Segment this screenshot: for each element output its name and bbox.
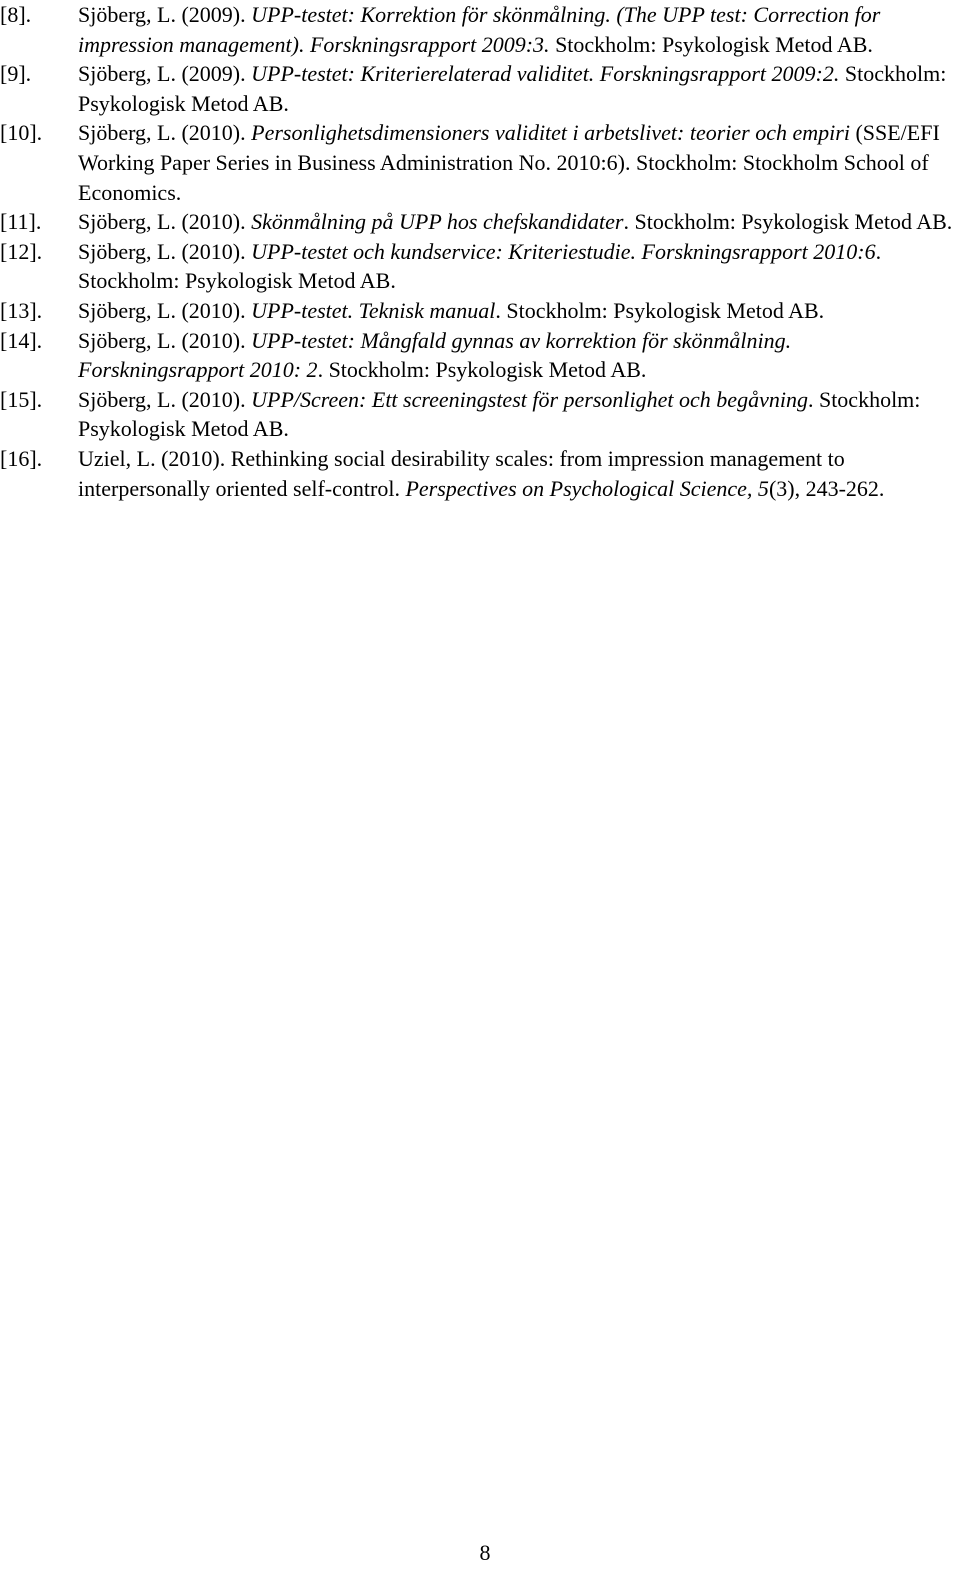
reference-publisher: (SSE/EFI Working Paper Series in Business Administration No. 2010:6). Stockholm: Stockholm School of Economics. (78, 120, 940, 205)
reference-number: [9]. (0, 61, 32, 87)
reference-item (0, 118, 958, 207)
reference-author-year: Uziel, L. (2010). Rethinking social desirability scales: from impression management to interpersonally oriented self-control. (78, 445, 845, 501)
reference-title: UPP/Screen: Ett screeningstest för personlighet och begåvning (251, 386, 808, 412)
reference-title: Personlighetsdimensioners validitet i arbetslivet: teorier och empiri (251, 120, 850, 146)
reference-number: [14]. (0, 327, 43, 353)
reference-author-year: Sjöberg, L. (2010). (78, 327, 252, 353)
reference-author-year: Sjöberg, L. (2009). (78, 2, 252, 27)
reference-item (0, 326, 958, 385)
reference-item (0, 237, 958, 296)
reference-number: [11]. (0, 209, 42, 235)
reference-item (0, 444, 958, 503)
reference-publisher: . Stockholm: Psykologisk Metod AB. (317, 357, 647, 383)
reference-author-year: Sjöberg, L. (2010). (78, 209, 252, 235)
reference-author-year: Sjöberg, L. (2010). (78, 386, 252, 412)
reference-author-year: Sjöberg, L. (2009). (78, 61, 252, 87)
reference-title: UPP-testet: Korrektion för skönmålning. (The UPP test: Correction for impression management). Forskningsrapport 2009:3. (78, 2, 881, 57)
reference-title: UPP-testet: Kriterierelaterad validitet. Forskningsrapport 2009:2. (251, 61, 840, 87)
reference-author-year: Sjöberg, L. (2010). (78, 238, 252, 264)
reference-title: UPP-testet: Mångfald gynnas av korrektion för skönmålning. Forskningsrapport 2010: 2 (78, 327, 792, 383)
reference-item (0, 207, 958, 237)
reference-publisher: . Stockholm: Psykologisk Metod AB. (495, 297, 825, 323)
reference-publisher: Stockholm: Psykologisk Metod AB. (549, 31, 873, 57)
reference-number: [10]. (0, 120, 43, 146)
reference-item (0, 59, 958, 118)
reference-item (0, 385, 958, 444)
reference-pages: (3), 243-262. (768, 475, 885, 501)
reference-number: [12]. (0, 238, 43, 264)
reference-publisher: Stockholm: Psykologisk Metod AB. (78, 61, 947, 116)
reference-journal: Perspectives on Psychological Science, 5 (405, 475, 769, 501)
reference-number: [13]. (0, 297, 43, 323)
reference-item (0, 0, 958, 59)
reference-item (0, 296, 958, 326)
reference-publisher: . Stockholm: Psykologisk Metod AB. (623, 209, 953, 235)
reference-title: Skönmålning på UPP hos chefskandidater (251, 209, 624, 235)
reference-number: [16]. (0, 445, 43, 471)
reference-number: [15]. (0, 386, 43, 412)
reference-title: UPP-testet och kundservice: Kriteriestudie. Forskningsrapport 2010:6 (251, 238, 876, 264)
reference-author-year: Sjöberg, L. (2010). (78, 297, 252, 323)
reference-author-year: Sjöberg, L. (2010). (78, 120, 252, 146)
reference-publisher: . Stockholm: Psykologisk Metod AB. (78, 238, 882, 294)
reference-number: [8]. (0, 2, 32, 27)
reference-title: UPP-testet. Teknisk manual (251, 297, 496, 323)
page-number: 8 (479, 1540, 491, 1565)
reference-publisher: . Stockholm: Psykologisk Metod AB. (78, 386, 921, 442)
reference-list (0, 0, 958, 503)
